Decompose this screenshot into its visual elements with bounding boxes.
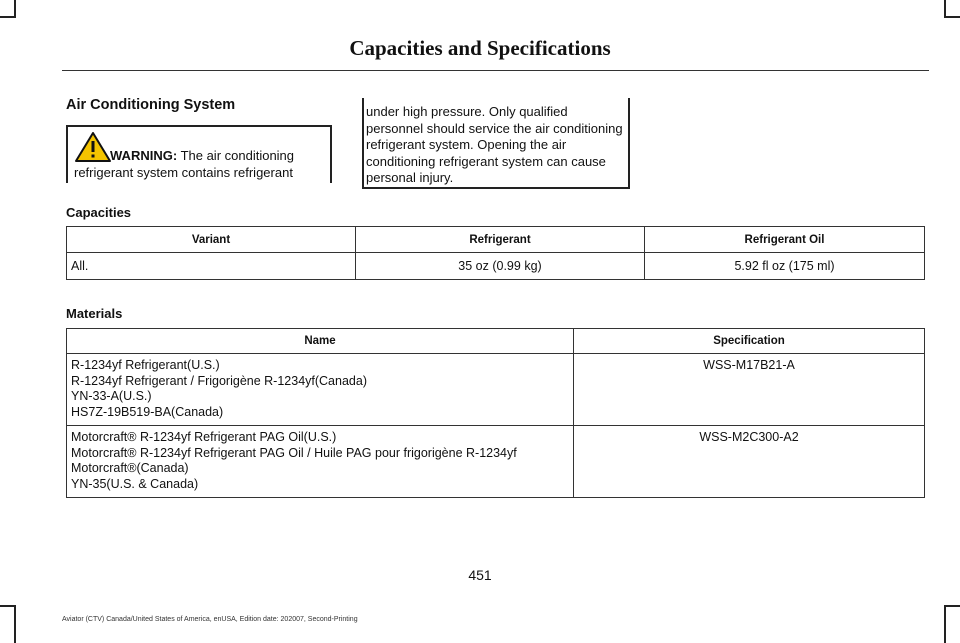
warning-box-right: under high pressure. Only qualified personnel should service the air conditioning refrigerant system. Opening the air conditioning refrigerant system can cause personal injury.	[362, 98, 630, 189]
edition-footer: Aviator (CTV) Canada/United States of America, enUSA, Edition date: 202007, Second-Printing	[62, 616, 358, 623]
table-cell: 35 oz (0.99 kg)	[356, 253, 645, 280]
section-title: Air Conditioning System	[66, 97, 236, 113]
name-line: HS7Z-19B519-BA(Canada)	[71, 404, 224, 419]
column-header: Refrigerant	[356, 227, 645, 253]
table-cell: 5.92 fl oz (175 ml)	[645, 253, 925, 280]
crop-mark	[944, 16, 960, 18]
table-cell: All.	[67, 253, 356, 280]
name-line: Motorcraft® R-1234yf Refrigerant PAG Oil(U.S.)	[71, 430, 337, 444]
name-line: YN-35(U.S. & Canada)	[71, 476, 199, 491]
crop-mark	[0, 16, 16, 18]
warning-text-left	[74, 147, 334, 181]
name-line: YN-33-A(U.S.)	[71, 389, 152, 403]
column-header: Specification	[574, 329, 925, 354]
capacities-table	[66, 226, 925, 280]
materials-title: Materials	[66, 306, 123, 321]
name-line: Motorcraft®(Canada)	[71, 461, 189, 475]
table-cell-spec: WSS-M2C300-A2	[574, 426, 925, 498]
table-row	[67, 354, 925, 426]
column-header: Name	[67, 329, 574, 354]
page-number: 451	[468, 567, 492, 583]
page-title: Capacities and Specifications	[349, 36, 611, 60]
crop-mark	[0, 605, 16, 607]
table-header-row	[67, 329, 925, 354]
table-row	[67, 426, 925, 498]
column-header: Refrigerant Oil	[645, 227, 925, 253]
header-rule	[62, 70, 929, 71]
materials-table	[66, 328, 925, 498]
table-header-row	[67, 227, 925, 253]
table-cell-name	[67, 354, 574, 426]
name-line: R-1234yf Refrigerant(U.S.)	[71, 358, 220, 372]
capacities-title: Capacities	[66, 205, 132, 220]
warning-text: The air conditioning refrigerant system contains refrigerant	[74, 148, 295, 180]
warning-box-left	[66, 125, 332, 183]
table-cell-name	[67, 426, 574, 498]
crop-mark	[14, 605, 16, 643]
column-header: Variant	[67, 227, 356, 253]
name-line: R-1234yf Refrigerant / Frigorigène R-1234yf(Canada)	[71, 373, 367, 388]
name-line: Motorcraft® R-1234yf Refrigerant PAG Oil / Huile PAG pour frigorigène R-1234yf	[71, 445, 517, 460]
table-cell-spec: WSS-M17B21-A	[574, 354, 925, 426]
crop-mark	[944, 605, 960, 607]
crop-mark	[944, 605, 946, 643]
table-row	[67, 253, 925, 280]
warning-label: WARNING:	[110, 148, 178, 163]
